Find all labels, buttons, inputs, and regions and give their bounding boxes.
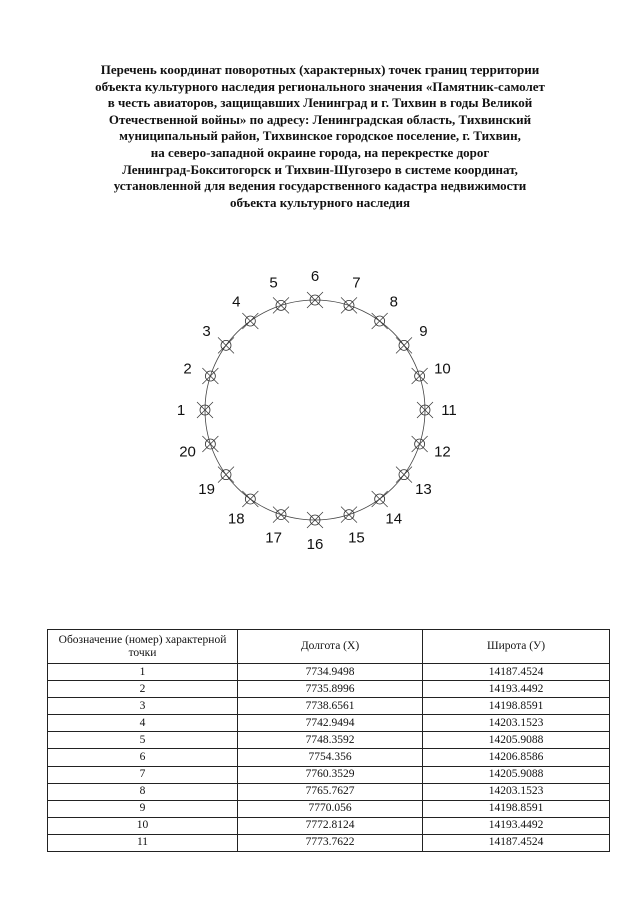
table-cell: 8: [48, 783, 238, 800]
document-title: [40, 62, 600, 211]
table-cell: 4: [48, 715, 238, 732]
point-label: 10: [434, 360, 451, 378]
boundary-point-marker: [242, 313, 258, 329]
table-cell: 9: [48, 800, 238, 817]
point-label: 12: [434, 443, 451, 461]
point-label: 8: [389, 293, 398, 311]
table-cell: 14187.4524: [423, 664, 610, 681]
title-line: Перечень координат поворотных (характерных) точек границ территории: [100, 62, 540, 77]
point-label: 5: [269, 274, 278, 292]
table-cell: 7765.7627: [238, 783, 423, 800]
point-label: 13: [415, 480, 432, 498]
table-row: [48, 698, 610, 715]
boundary-point-marker: [218, 467, 234, 483]
point-label: 19: [198, 480, 215, 498]
table-cell: 14193.4492: [423, 681, 610, 698]
boundary-point-marker: [341, 507, 357, 523]
boundary-point-marker: [412, 436, 428, 452]
point-label: 6: [310, 268, 320, 285]
table-cell: 3: [48, 698, 238, 715]
boundary-point-marker: [372, 491, 388, 507]
table-cell: 14205.9088: [423, 766, 610, 783]
table-row: [48, 783, 610, 800]
table-cell: 7773.7622: [238, 834, 423, 851]
boundary-point-marker: [202, 436, 218, 452]
boundary-point-marker: [218, 337, 234, 353]
boundary-point-marker: [396, 467, 412, 483]
boundary-point-marker: [412, 368, 428, 384]
title-line: в честь авиаторов, защищавших Ленинград и г. Тихвин в годы Великой: [107, 95, 533, 111]
boundary-point-marker: [202, 368, 218, 384]
table-cell: 7734.9498: [238, 664, 423, 681]
point-label: 11: [441, 402, 457, 419]
column-header: Обозначение (номер) характерной точки: [48, 630, 238, 664]
title-line: Отечественной войны» по адресу: Ленинградская область, Тихвинский: [108, 111, 532, 127]
table-cell: 14193.4492: [423, 817, 610, 834]
column-header: Долгота (X): [238, 630, 423, 664]
point-label: 15: [348, 529, 365, 547]
table-row: [48, 715, 610, 732]
table-cell: 1: [48, 664, 238, 681]
table-row: [48, 749, 610, 766]
table-cell: 14205.9088: [423, 732, 610, 749]
point-label: 3: [202, 323, 211, 341]
table-row: [48, 681, 610, 698]
table-cell: 14187.4524: [423, 834, 610, 851]
title-line: на северо-западной окраине города, на перекрестке дорог: [150, 144, 490, 160]
title-line: установленной для ведения государственного кадастра недвижимости: [113, 178, 527, 194]
boundary-point-marker: [372, 313, 388, 329]
table-cell: 14206.8586: [423, 749, 610, 766]
table-cell: 14198.8591: [423, 800, 610, 817]
title-line: муниципальный район, Тихвинское городское поселение, г. Тихвин,: [119, 128, 521, 144]
point-label: 20: [179, 443, 196, 461]
table-cell: 14203.1523: [423, 783, 610, 800]
table-row: [48, 800, 610, 817]
boundary-point-marker: [273, 507, 289, 523]
table-cell: 7748.3592: [238, 732, 423, 749]
table-cell: 11: [48, 834, 238, 851]
point-label: 14: [385, 510, 403, 528]
point-label: 4: [232, 293, 241, 311]
point-label: 9: [419, 323, 428, 341]
point-label: 18: [227, 510, 245, 528]
table-cell: 7754.356: [238, 749, 423, 766]
boundary-circle: [205, 300, 428, 520]
table-row: [48, 664, 610, 681]
table-cell: 7770.056: [238, 800, 423, 817]
table-header-row: [48, 630, 610, 664]
title-line: Ленинград-Бокситогорск и Тихвин-Шугозеро в системе координат,: [122, 161, 518, 177]
table-cell: 7742.9494: [238, 715, 423, 732]
table-cell: 5: [48, 732, 238, 749]
table-row: [48, 817, 610, 834]
table-cell: 14203.1523: [423, 715, 610, 732]
table-row: [48, 834, 610, 851]
table-cell: 10: [48, 817, 238, 834]
title-line: объекта культурного наследия: [230, 194, 410, 210]
table-row: [48, 732, 610, 749]
table-cell: 7760.3529: [238, 766, 423, 783]
point-label: 17: [265, 529, 282, 547]
column-header: Широта (У): [423, 630, 610, 664]
point-label: 1: [176, 402, 186, 419]
boundary-diagram: [150, 265, 480, 555]
table-cell: 14198.8591: [423, 698, 610, 715]
point-label: 7: [352, 274, 361, 292]
table-cell: 7772.8124: [238, 817, 423, 834]
boundary-point-marker: [396, 337, 412, 353]
table-cell: 7738.6561: [238, 698, 423, 715]
boundary-point-marker: [242, 491, 258, 507]
title-line: объекта культурного наследия регионального значения «Памятник-самолет: [95, 78, 545, 94]
table-cell: 7: [48, 766, 238, 783]
coordinates-table: [47, 629, 610, 852]
point-label: 2: [183, 360, 192, 378]
boundary-point-marker: [273, 297, 289, 313]
boundary-point-marker: [341, 297, 357, 313]
table-cell: 7735.8996: [238, 681, 423, 698]
table-row: [48, 766, 610, 783]
point-label: 16: [306, 536, 324, 553]
table-cell: 6: [48, 749, 238, 766]
table-cell: 2: [48, 681, 238, 698]
